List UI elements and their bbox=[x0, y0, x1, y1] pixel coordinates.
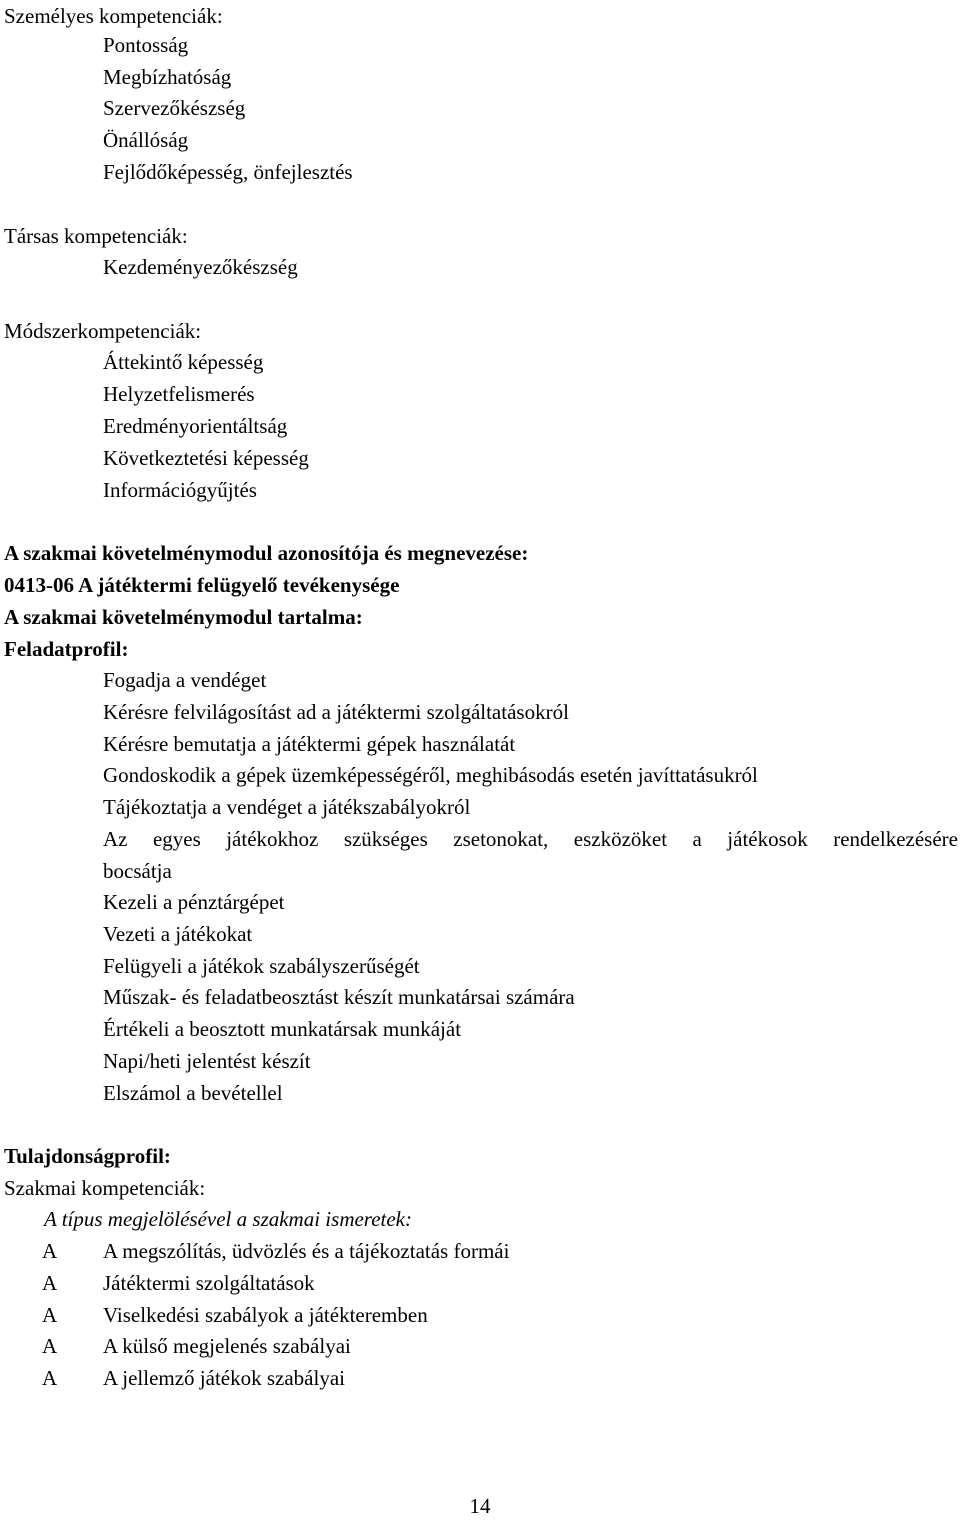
task-item: Fogadja a vendéget bbox=[103, 668, 267, 692]
page-number: 14 bbox=[469, 1494, 491, 1518]
personal-competency-item: Pontosság bbox=[103, 33, 189, 57]
personal-competency-item: Fejlődőképesség, önfejlesztés bbox=[103, 160, 353, 184]
knowledge-text: A külső megjelenés szabályai bbox=[103, 1334, 351, 1358]
knowledge-row bbox=[0, 1267, 960, 1299]
task-item: Gondoskodik a gépek üzemképességéről, meghibásodás esetén javíttatásukról bbox=[103, 763, 758, 787]
knowledge-type: A bbox=[42, 1271, 58, 1295]
knowledge-text: A megszólítás, üdvözlés és a tájékoztatás formái bbox=[103, 1239, 510, 1263]
module-id-heading: A szakmai követelménymodul azonosítója és megnevezése: bbox=[4, 541, 529, 565]
method-competency-item: Áttekintő képesség bbox=[103, 350, 264, 374]
knowledge-row bbox=[0, 1235, 960, 1267]
social-competencies-heading: Társas kompetenciák: bbox=[4, 224, 188, 248]
method-competency-item: Helyzetfelismerés bbox=[103, 382, 255, 406]
knowledge-row bbox=[0, 1330, 960, 1362]
knowledge-row bbox=[0, 1362, 960, 1394]
task-item: Az egyes játékokhoz szükséges zsetonokat, eszközöket a játékosok rendelkezésére bbox=[103, 827, 958, 851]
module-id-value: 0413-06 A játéktermi felügyelő tevékenysége bbox=[4, 573, 400, 597]
task-item: Vezeti a játékokat bbox=[103, 922, 253, 946]
knowledge-type: A bbox=[42, 1334, 58, 1358]
method-competency-item: Következtetési képesség bbox=[103, 446, 309, 470]
knowledge-text: Játéktermi szolgáltatások bbox=[103, 1271, 315, 1295]
task-item: Napi/heti jelentést készít bbox=[103, 1049, 311, 1073]
personal-competency-item: Megbízhatóság bbox=[103, 65, 232, 89]
personal-competency-item: Önállóság bbox=[103, 128, 189, 152]
knowledge-text: A jellemző játékok szabályai bbox=[103, 1366, 345, 1390]
method-competency-item: Eredményorientáltság bbox=[103, 414, 288, 438]
task-item-continuation: bocsátja bbox=[103, 859, 172, 883]
task-profile-heading: Feladatprofil: bbox=[4, 637, 129, 661]
knowledge-text: Viselkedési szabályok a játékteremben bbox=[103, 1303, 428, 1327]
professional-competencies-heading: Szakmai kompetenciák: bbox=[4, 1176, 206, 1200]
task-item: Tájékoztatja a vendéget a játékszabályokról bbox=[103, 795, 471, 819]
task-item: Értékeli a beosztott munkatársak munkáját bbox=[103, 1017, 462, 1041]
social-competency-item: Kezdeményezőkészség bbox=[103, 255, 298, 279]
knowledge-type: A bbox=[42, 1366, 58, 1390]
task-item: Elszámol a bevétellel bbox=[103, 1081, 283, 1105]
module-content-heading: A szakmai követelménymodul tartalma: bbox=[4, 605, 363, 629]
personal-competency-item: Szervezőkészség bbox=[103, 96, 246, 120]
method-competency-item: Információgyűjtés bbox=[103, 478, 257, 502]
task-item: Műszak- és feladatbeosztást készít munkatársai számára bbox=[103, 985, 575, 1009]
task-item: Kérésre felvilágosítást ad a játéktermi szolgáltatásokról bbox=[103, 700, 569, 724]
type-knowledge-heading: A típus megjelölésével a szakmai ismeretek: bbox=[44, 1207, 412, 1231]
task-item: Felügyeli a játékok szabályszerűségét bbox=[103, 954, 420, 978]
property-profile-heading: Tulajdonságprofil: bbox=[4, 1144, 171, 1168]
knowledge-row bbox=[0, 1299, 960, 1331]
personal-competencies-heading: Személyes kompetenciák: bbox=[4, 4, 223, 28]
task-item: Kérésre bemutatja a játéktermi gépek használatát bbox=[103, 732, 516, 756]
knowledge-type: A bbox=[42, 1303, 58, 1327]
task-item: Kezeli a pénztárgépet bbox=[103, 890, 285, 914]
method-competencies-heading: Módszerkompetenciák: bbox=[4, 319, 202, 343]
knowledge-type: A bbox=[42, 1239, 58, 1263]
